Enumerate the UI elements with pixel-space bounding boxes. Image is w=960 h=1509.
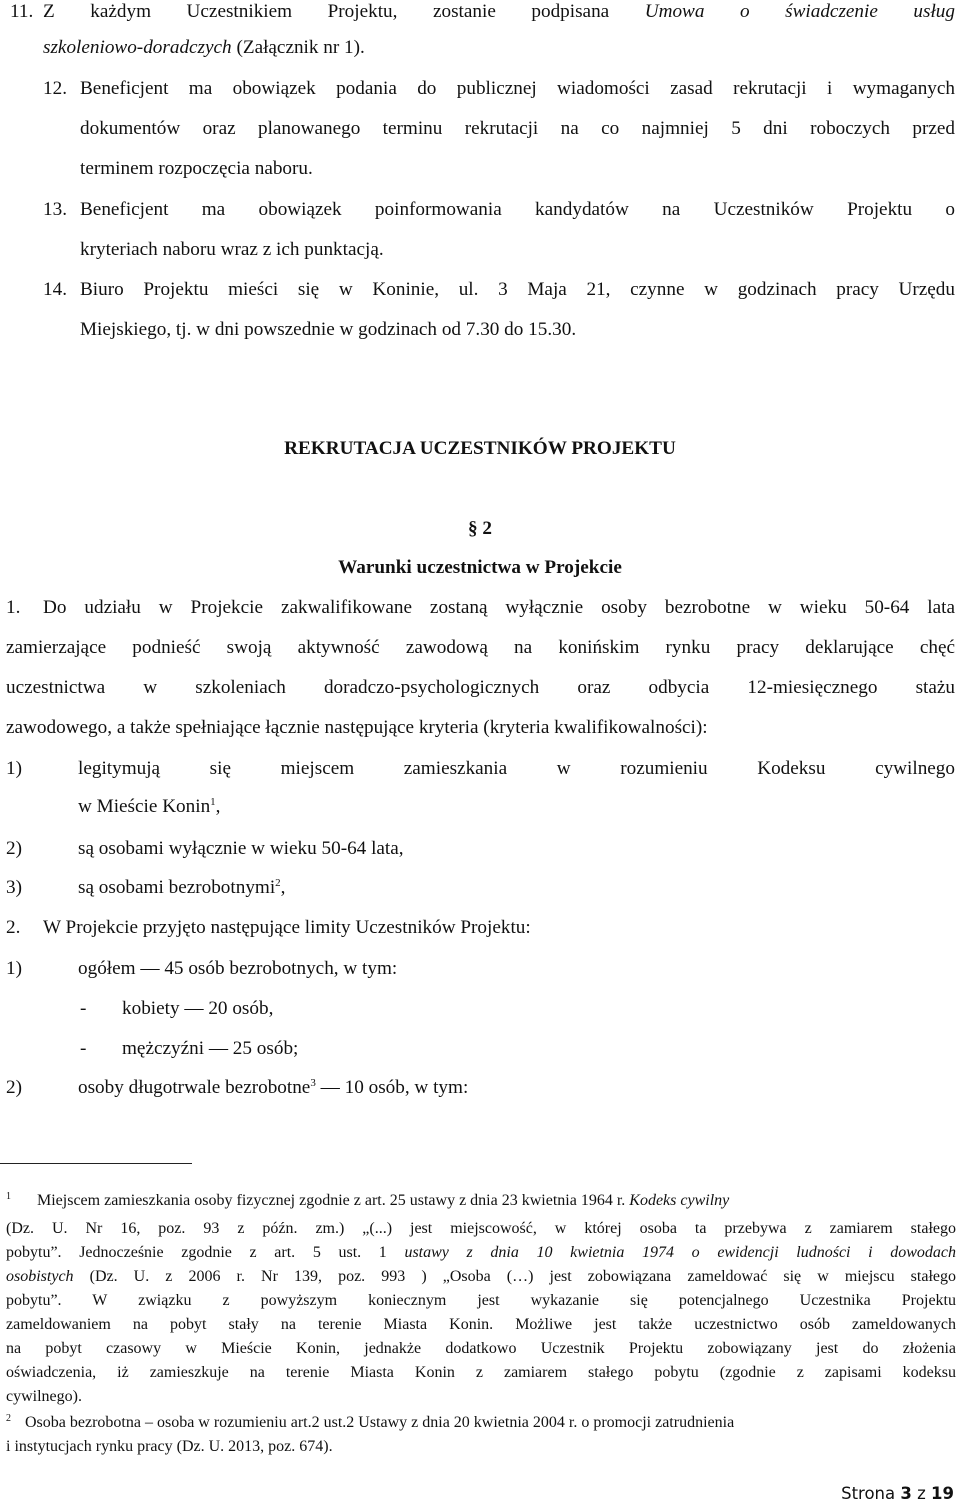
item-14-number: 14. bbox=[43, 279, 67, 300]
criterion-1-end: , bbox=[215, 796, 221, 817]
criterion-1-number: 1) bbox=[6, 758, 22, 779]
footnote-1-act-title-cont: osobistych bbox=[6, 1268, 74, 1285]
footnote-1-text: Miejscem zamieszkania osoby fizycznej zgodnie z art. 25 ustawy z dnia 23 kwietnia 1964 r. bbox=[37, 1192, 626, 1209]
item-14-line-1: Biuro Projektu mieści się w Koninie, ul. 3 Maja 21, czynne w godzinach pracy Urzędu bbox=[80, 279, 955, 300]
footnote-1-line-3 bbox=[6, 1242, 956, 1263]
item-11-number: 11. bbox=[10, 1, 34, 22]
para-1-number: 1. bbox=[6, 597, 21, 618]
item-13-line-2: kryteriach naboru wraz z ich punktacją. bbox=[80, 239, 384, 260]
criterion-3-number: 3) bbox=[6, 877, 22, 898]
limit-2-text: osoby długotrwale bezrobotne bbox=[78, 1077, 311, 1098]
footnote-2-line-2: i instytucjach rynku pracy (Dz. U. 2013, poz. 674). bbox=[6, 1438, 333, 1455]
footnote-1-line-4-text: (Dz. U. z 2006 r. Nr 139, poz. 993 ) „Osoba (…) jest zobowiązana zameldować się w miejscu stałego bbox=[89, 1268, 957, 1285]
page-number-middle: z bbox=[917, 1484, 926, 1503]
footnote-ref-1: 1 bbox=[210, 796, 216, 808]
criterion-3-line bbox=[78, 876, 285, 900]
footnote-2-text: Osoba bezrobotna – osoba w rozumieniu art.2 ust.2 Ustawy z dnia 20 kwietnia 2004 r. o promocji zatrudnienia bbox=[25, 1414, 735, 1431]
criterion-3-end: , bbox=[280, 877, 286, 898]
criterion-1-line-1: legitymują się miejscem zamieszkania w rozumieniu Kodeksu cywilnego bbox=[78, 758, 955, 779]
limit-2-number: 2) bbox=[6, 1077, 22, 1098]
item-12-number: 12. bbox=[43, 78, 67, 99]
limit-men-dash: - bbox=[80, 1038, 87, 1059]
footnote-ref-2: 2 bbox=[275, 877, 281, 889]
section-heading: REKRUTACJA UCZESTNIKÓW PROJEKTU bbox=[284, 438, 676, 459]
para-1-line-1: Do udziału w Projekcie zakwalifikowane zostaną wyłącznie osoby bezrobotne w wieku 50-64 lata bbox=[43, 597, 955, 618]
footnote-1-line-9: cywilnego). bbox=[6, 1388, 82, 1405]
para-2-text: W Projekcie przyjęto następujące limity Uczestników Projektu: bbox=[43, 917, 531, 938]
item-11-agreement-title: Umowa o świadczenie usług bbox=[644, 1, 955, 22]
limit-women-text: kobiety — 20 osób, bbox=[122, 998, 274, 1019]
footnote-1-line-4 bbox=[6, 1266, 956, 1287]
para-1-line-3: uczestnictwa w szkoleniach doradczo-psychologicznych oraz odbycia 12-miesięcznego stażu bbox=[6, 677, 955, 698]
criterion-2-text: są osobami wyłącznie w wieku 50-64 lata, bbox=[78, 838, 404, 859]
criterion-1-city: w Mieście Konin bbox=[78, 796, 211, 817]
item-11-annex-ref: (Załącznik nr 1). bbox=[236, 37, 365, 58]
limit-women-dash: - bbox=[80, 998, 87, 1019]
footnote-ref-3: 3 bbox=[310, 1077, 316, 1089]
footnote-1-line-6: zameldowaniem na pobyt stały na terenie Miasta Konin. Możliwe jest także uczestnictwo osób zameldowanych bbox=[6, 1316, 956, 1333]
item-12-line-2: dokumentów oraz planowanego terminu rekrutacji na co najmniej 5 dni roboczych przed bbox=[80, 118, 955, 139]
item-11-text: Z każdym Uczestnikiem Projektu, zostanie podpisana bbox=[43, 1, 610, 22]
item-14-line-2: Miejskiego, tj. w dni powszednie w godzinach od 7.30 do 15.30. bbox=[80, 319, 577, 340]
page-number-total: 19 bbox=[931, 1484, 954, 1503]
limit-1-number: 1) bbox=[6, 958, 22, 979]
page-number-current: 3 bbox=[900, 1484, 912, 1503]
para-2-number: 2. bbox=[6, 917, 21, 938]
para-1-line-4: zawodowego, a także spełniające łącznie następujące kryteria (kryteria kwalifikowalności): bbox=[6, 717, 708, 738]
footnote-1-line-2: (Dz. U. Nr 16, poz. 93 z późn. zm.) „(...) jest miejscowość, w której osoba ta przebywa z zamiarem stałego bbox=[6, 1220, 956, 1237]
item-13-line-1: Beneficjent ma obowiązek poinformowania kandydatów na Uczestników Projektu o bbox=[80, 199, 955, 220]
item-11-line-2 bbox=[43, 36, 365, 60]
item-12-line-1: Beneficjent ma obowiązek podania do publicznej wiadomości zasad rekrutacji i wymaganych bbox=[80, 78, 955, 99]
footnote-1-mark: 1 bbox=[6, 1191, 11, 1202]
item-12-line-3: terminem rozpoczęcia naboru. bbox=[80, 158, 313, 179]
footnote-2-mark: 2 bbox=[6, 1413, 11, 1424]
limit-2-line bbox=[78, 1076, 468, 1100]
para-1-line-2: zamierzające podnieść swoją aktywność zawodową na konińskim rynku pracy deklarujące chęć bbox=[6, 637, 955, 658]
criterion-3-text: są osobami bezrobotnymi bbox=[78, 877, 276, 898]
criterion-2-number: 2) bbox=[6, 838, 22, 859]
footnote-1-line-8: oświadczenia, iż zamieszkuje na terenie Miasta Konin z zamiarem stałego pobytu (zgodnie z zapisami kodeksu bbox=[6, 1364, 956, 1381]
footnote-1-act-title: ustawy z dnia 10 kwietnia 1974 o ewidencji ludności i dowodach bbox=[404, 1244, 957, 1261]
section-subheading: Warunki uczestnictwa w Projekcie bbox=[338, 557, 622, 578]
footnote-2-line-1 bbox=[6, 1412, 956, 1433]
limit-men-text: mężczyźni — 25 osób; bbox=[122, 1038, 299, 1059]
footnote-1-line-1 bbox=[6, 1190, 956, 1211]
footnote-separator bbox=[0, 1163, 192, 1164]
limit-2-text-end: — 10 osób, w tym: bbox=[315, 1077, 469, 1098]
paragraph-mark: § 2 bbox=[468, 518, 492, 539]
footnote-1-line-5: pobytu”. W związku z powyższym koniecznym jest wykazanie się potencjalnego Uczestnika Projektu bbox=[6, 1292, 956, 1309]
footnote-1-line-7: na pobyt czasowy w Mieście Konin, jednakże dodatkowo Uczestnik Projektu zobowiązany jest do złożenia bbox=[6, 1340, 956, 1357]
limit-1-text: ogółem — 45 osób bezrobotnych, w tym: bbox=[78, 958, 398, 979]
item-11-line-1 bbox=[43, 0, 955, 24]
footnote-1-civil-code: Kodeks cywilny bbox=[629, 1192, 730, 1209]
item-13-number: 13. bbox=[43, 199, 67, 220]
footnote-1-line-3-text: pobytu”. Jednocześnie zgodnie z art. 5 ust. 1 bbox=[6, 1244, 387, 1261]
item-11-agreement-title-cont: szkoleniowo-doradczych bbox=[43, 37, 232, 58]
page-number-prefix: Strona bbox=[841, 1484, 896, 1503]
criterion-1-line-2 bbox=[78, 795, 220, 819]
page-number bbox=[841, 1483, 954, 1505]
